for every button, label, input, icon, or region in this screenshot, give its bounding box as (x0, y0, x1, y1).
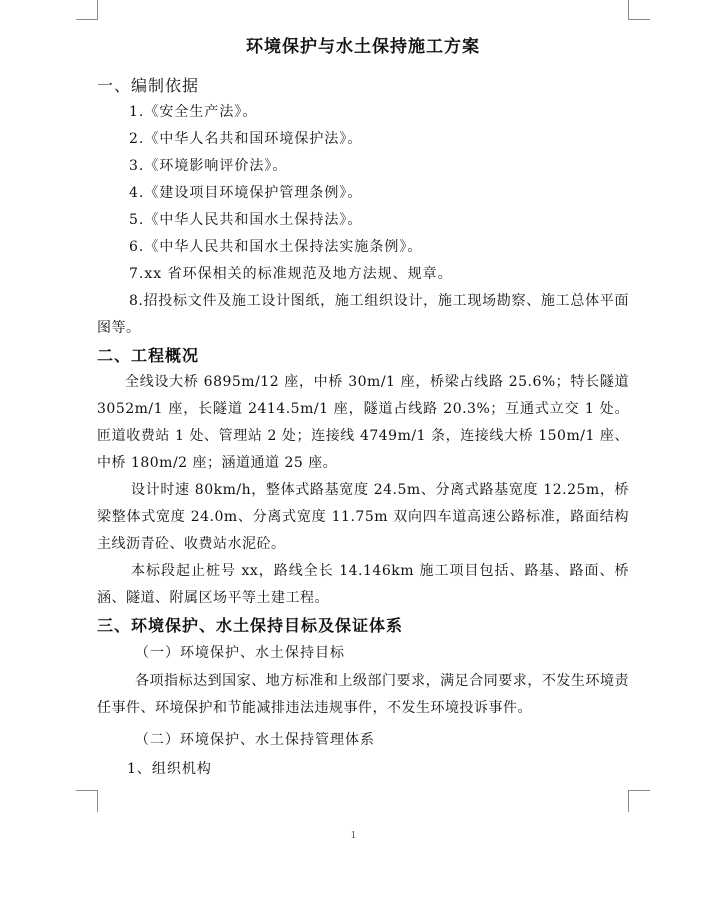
subsection-heading-management: （二）环境保护、水土保持管理体系 (135, 732, 375, 748)
crop-mark-bottom-right (628, 790, 650, 812)
basis-item: 4.《建设项目环境保护管理条例》。 (129, 185, 363, 201)
section-heading-basis: 一、编制依据 (97, 76, 200, 95)
document-title: 环境保护与水土保持施工方案 (246, 37, 480, 57)
basis-item: 7.xx 省环保相关的标准规范及地方法规、规章。 (129, 266, 453, 282)
overview-paragraph-2: 设计时速 80km/h，整体式路基宽度 24.5m、分离式路基宽度 12.25m，桥梁整体式宽度 24.0m、分离式宽度 11.75m 双向四车道高速公路标准，路面结构主线沥青砼、收费站水泥砼。 (97, 482, 629, 552)
subsection-heading-organization: 1、组织机构 (127, 761, 212, 777)
basis-item: 3.《环境影响评价法》。 (129, 158, 288, 174)
section-heading-overview: 二、工程概况 (97, 346, 200, 365)
crop-mark-top-right (628, 0, 650, 20)
crop-mark-bottom-left (76, 790, 98, 812)
section-heading-targets: 三、环境保护、水土保持目标及保证体系 (97, 616, 404, 635)
basis-item-8: 8.招投标文件及施工设计图纸，施工组织设计，施工现场勘察、施工总体平面图等。 (97, 293, 629, 336)
basis-item: 6.《中华人民共和国水土保持法实施条例》。 (129, 239, 423, 255)
overview-paragraph-1: 全线设大桥 6895m/12 座，中桥 30m/1 座，桥梁占线路 25.6%；特长隧道 3052m/1 座，长隧道 2414.5m/1 座，隧道占线路 20.3%；互通式立交 1 处。匝道收费站 1 处、管理站 2 处；连接线 4749m/1 条，连接线大桥 150m/1 座、中桥 180m/2 座；涵道通道 25 座。 (97, 374, 629, 471)
page-number: 1 (350, 831, 357, 841)
basis-item: 5.《中华人民共和国水土保持法》。 (129, 212, 363, 228)
targets-paragraph: 各项指标达到国家、地方标准和上级部门要求，满足合同要求，不发生环境责任事件、环境保护和节能减排违法违规事件，不发生环境投诉事件。 (97, 673, 629, 716)
subsection-heading-targets: （一）环境保护、水土保持目标 (135, 645, 345, 661)
basis-item: 1.《安全生产法》。 (129, 104, 258, 120)
overview-paragraph-3: 本标段起止桩号 xx，路线全长 14.146km 施工项目包括、路基、路面、桥涵、隧道、附属区场平等土建工程。 (97, 563, 629, 606)
basis-item: 2.《中华人名共和国环境保护法》。 (129, 131, 363, 147)
crop-mark-top-left (76, 0, 98, 20)
document-body (97, 32, 629, 784)
